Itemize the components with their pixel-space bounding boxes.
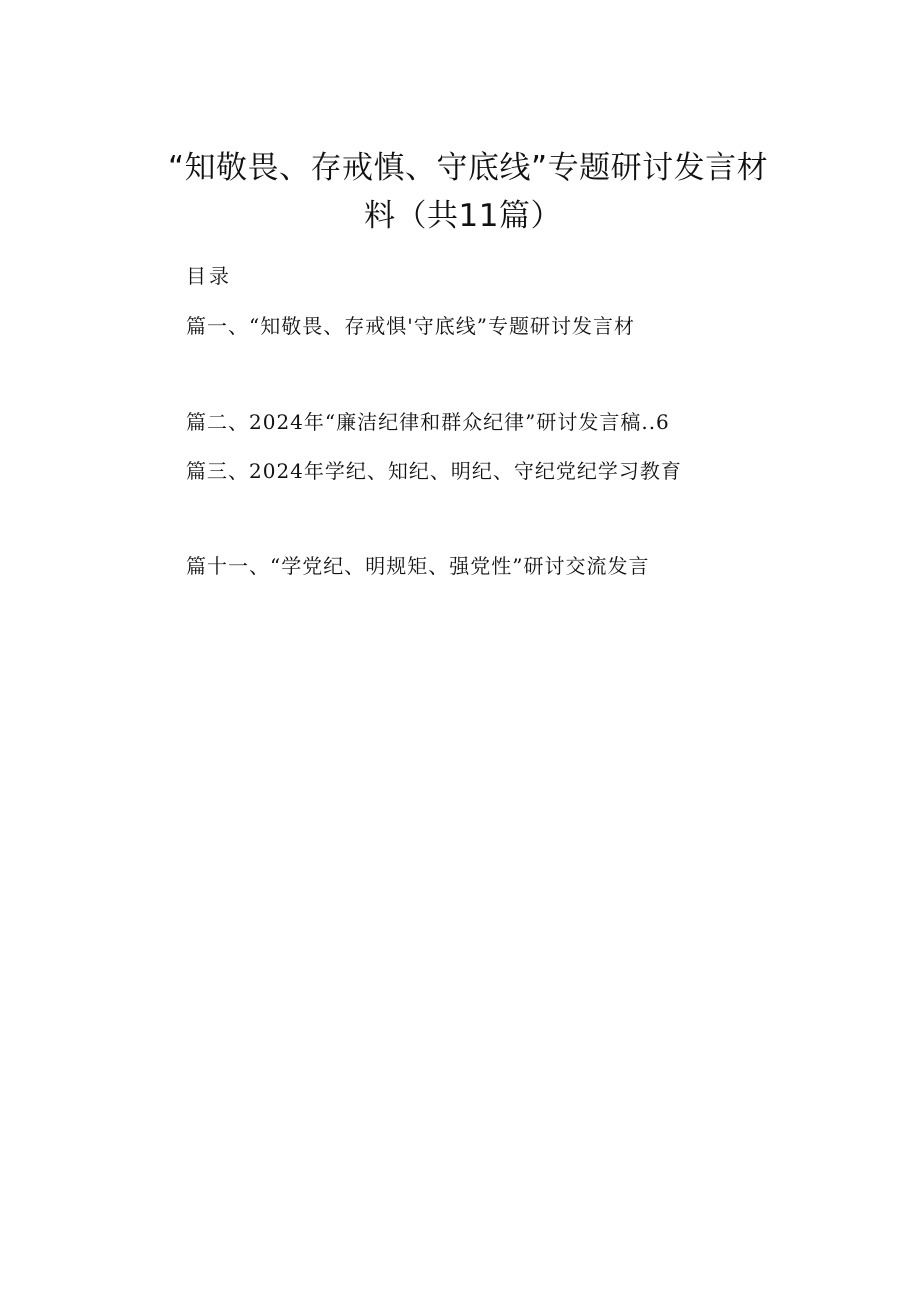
document-title-line-2: 料（共11篇）: [364, 198, 562, 234]
toc-item-part-2[interactable]: 篇二、2024年“廉洁纪律和群众纪律”研讨发言稿..6: [186, 410, 670, 434]
toc-item-part-1[interactable]: 篇一、“知敬畏、存戒惧'守底线”专题研讨发言材: [186, 314, 635, 338]
toc-item-part-3[interactable]: 篇三、2024年学纪、知纪、明纪、守纪党纪学习教育: [186, 459, 682, 483]
toc-item-part-11[interactable]: 篇十一、“学党纪、明规矩、强党性”研讨交流发言: [186, 554, 650, 578]
document-title-line-1: “知敬畏、存戒慎、守底线”专题研讨发言材: [168, 150, 769, 186]
toc-heading: 目录: [186, 264, 232, 288]
